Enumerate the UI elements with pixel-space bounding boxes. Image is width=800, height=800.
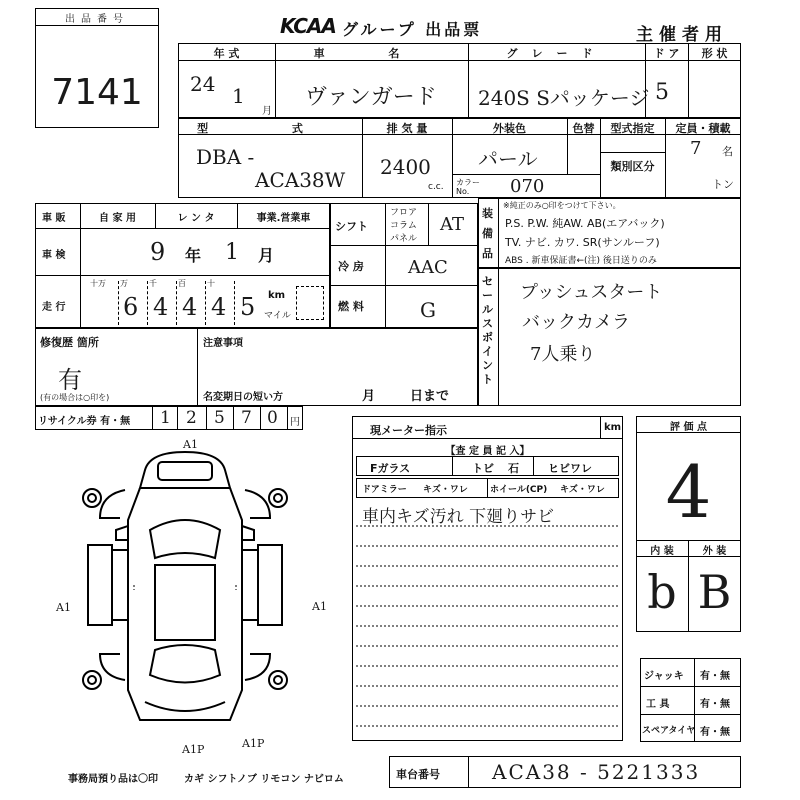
remark-lines [352,500,624,740]
shape-label: 形 状 [701,47,728,60]
mileage-digit-6: 5 [240,293,256,321]
recycle-digit-4: 7 [241,408,252,428]
color-number-label: カラー No. [456,178,480,196]
capacity-label: 定員・積載 [675,122,731,135]
mileage-digit-3: 4 [153,293,169,321]
host-use-label: 主催者用 [636,25,728,45]
mileage-digit-5: 4 [211,293,227,321]
equipment-label: 装備品 [482,207,493,260]
tools-label: 工 具 [646,699,670,710]
ac-value: AAC [408,257,448,278]
cc-unit: c.c. [428,182,444,192]
interior-grade: b [647,565,677,619]
meter-label: 現メーター指示 [370,424,447,437]
front-glass-label: Fガラス [370,462,411,475]
jack-yes-no: 有・無 [700,671,730,682]
equipment-note: ※純正のみ○印をつけて下さい。 [503,201,621,210]
private-use-option: 自 家 用 [99,213,136,224]
repair-history-note: (有の場合は○印を) [40,393,110,402]
shift-column: コラム [390,221,417,231]
car-name-value: ヴァンガード [305,85,437,110]
exterior-label: 外 装 [702,546,727,557]
digit-label-100: 百 [178,279,186,288]
equipment-line-2: TV. ナビ. カワ. SR(サンルーフ) [505,236,660,249]
mileage-label: 走 行 [42,302,66,313]
mileage-digit-4: 4 [182,293,198,321]
door-label: ド ア [653,47,680,60]
inspection-remarks: 車内キズ汚れ 下廻りサビ [362,507,555,527]
office-items: カギ シフトノブ リモコン ナビロム [184,774,344,785]
color-number-value: 070 [510,176,545,197]
wheel-label: ホイール(CP) [490,485,548,495]
equipment-line-1: P.S. P.W. 純AW. AB(エアバック) [505,217,665,230]
door-value: 5 [655,80,669,105]
inspection-year-value: 9 [150,238,166,266]
inspection-label: 車 検 [42,250,66,261]
sales-point-line-1: プッシュスタート [520,282,663,303]
month-value: 1 [232,84,245,108]
group-title: グループ 出品票 [342,20,483,39]
glass-hibi: ヒビワレ [548,462,592,475]
name-change-day: 日まで [410,389,450,404]
recycle-yen-unit: 円 [290,417,300,428]
damage-mark-right: A1 [312,600,327,613]
meter-km-unit: km [604,422,622,433]
month-unit: 月 [262,106,272,117]
year-label: 年 式 [213,47,240,60]
repair-history-value: 有 [58,366,82,394]
inspector-label: 【査 定 員 記 入】 [445,446,530,457]
spare-yes-no: 有・無 [700,727,730,738]
mileage-digit-2: 6 [123,293,139,321]
exterior-color-value: パール [478,147,538,171]
chassis-number-value: ACA38 - 5221333 [492,760,701,784]
ton-unit: トン [712,178,734,191]
km-unit: km [268,290,286,301]
evaluation-score: 4 [665,450,712,534]
lot-number: 7141 [51,72,143,113]
repair-history-label: 修復歴 箇所 [40,336,99,349]
inspection-month-unit: 月 [258,246,275,265]
mile-unit: マイル [264,311,291,321]
digit-label-1k: 千 [149,279,157,288]
damage-mark-front: A1 [183,438,198,451]
car-name-label: 車 名 [313,47,430,60]
model-value-prefix: DBA - [196,145,255,169]
inspection-month-value: 1 [225,240,239,265]
kcaa-logo: KCAA [280,14,336,38]
damage-mark-left: A1 [56,601,71,614]
capacity-value: 7 [690,138,702,159]
fuel-value: G [420,298,436,322]
model-label: 型 式 [197,122,343,135]
recycle-digit-5: 0 [267,408,278,428]
notes-label: 注意事項 [203,338,243,349]
recycle-digit-2: 2 [186,408,197,428]
sales-point-line-2: バックカメラ [522,312,630,333]
shift-value: AT [440,214,465,235]
business-option: 事業.営業車 [256,213,311,224]
inspection-year-unit: 年 [185,246,202,265]
ac-label: 冷 房 [338,260,364,273]
color-change-label: 色替 [572,122,595,135]
fuel-label: 燃 料 [338,300,364,313]
rental-option: レ ン タ [177,213,215,224]
displacement-value: 2400 [380,155,431,179]
displacement-label: 排 気 量 [386,122,428,135]
damage-mark-rear-right: A1P [242,737,265,750]
grade-label: グレード [506,47,607,60]
digit-label-10k: 万 [120,279,128,288]
mirror-damage: キズ・ワレ [423,485,468,495]
capacity-unit: 名 [722,145,733,158]
equipment-line-3: ABS . 新車保証書←(注) 後日送りのみ [505,256,657,266]
recycle-digit-1: 1 [160,408,171,428]
digit-label-100k: 十万 [90,279,106,288]
type-designation-label: 型式指定 [610,122,655,135]
glass-ishi: 石 [508,462,519,475]
glass-tobi: トビ [472,462,494,475]
wheel-damage: キズ・ワレ [560,485,605,495]
sales-point-label: セールスポイント [482,275,493,386]
tools-yes-no: 有・無 [700,699,730,710]
chassis-number-label: 車台番号 [396,768,440,781]
grade-value: 240S Sパッケージ [478,86,650,110]
jack-label: ジャッキ [644,671,684,682]
interior-label: 内 装 [650,546,674,557]
exterior-grade: B [697,565,732,619]
digit-label-10: 十 [207,279,215,288]
shift-label: シフト [335,220,368,233]
sales-point-line-3: 7人乗り [530,344,596,365]
model-value-code: ACA38W [255,168,346,192]
lot-label: 出品番号 [65,14,129,25]
recycle-label: リサイクル券 有・無 [38,416,131,427]
shift-floor: フロア [390,208,418,218]
office-note: 事務局預り品は〇印 [68,774,158,785]
class-label: 類別区分 [610,160,655,173]
recycle-digit-3: 5 [214,408,225,428]
evaluation-label: 評 価 点 [670,422,707,433]
name-change-month: 月 [362,389,376,404]
name-change-label: 名変期日の短い方 [203,392,283,403]
door-mirror-label: ドアミラー [362,485,407,495]
exterior-color-label: 外装色 [493,122,526,135]
year-value: 24 [190,72,216,96]
damage-mark-rear-left: A1P [182,743,205,756]
spare-tire-label: スペアタイヤ [642,726,696,736]
vehicle-use-label: 車 販 [42,213,66,224]
shift-panel: パネル [390,234,418,244]
car-damage-diagram [70,440,330,740]
